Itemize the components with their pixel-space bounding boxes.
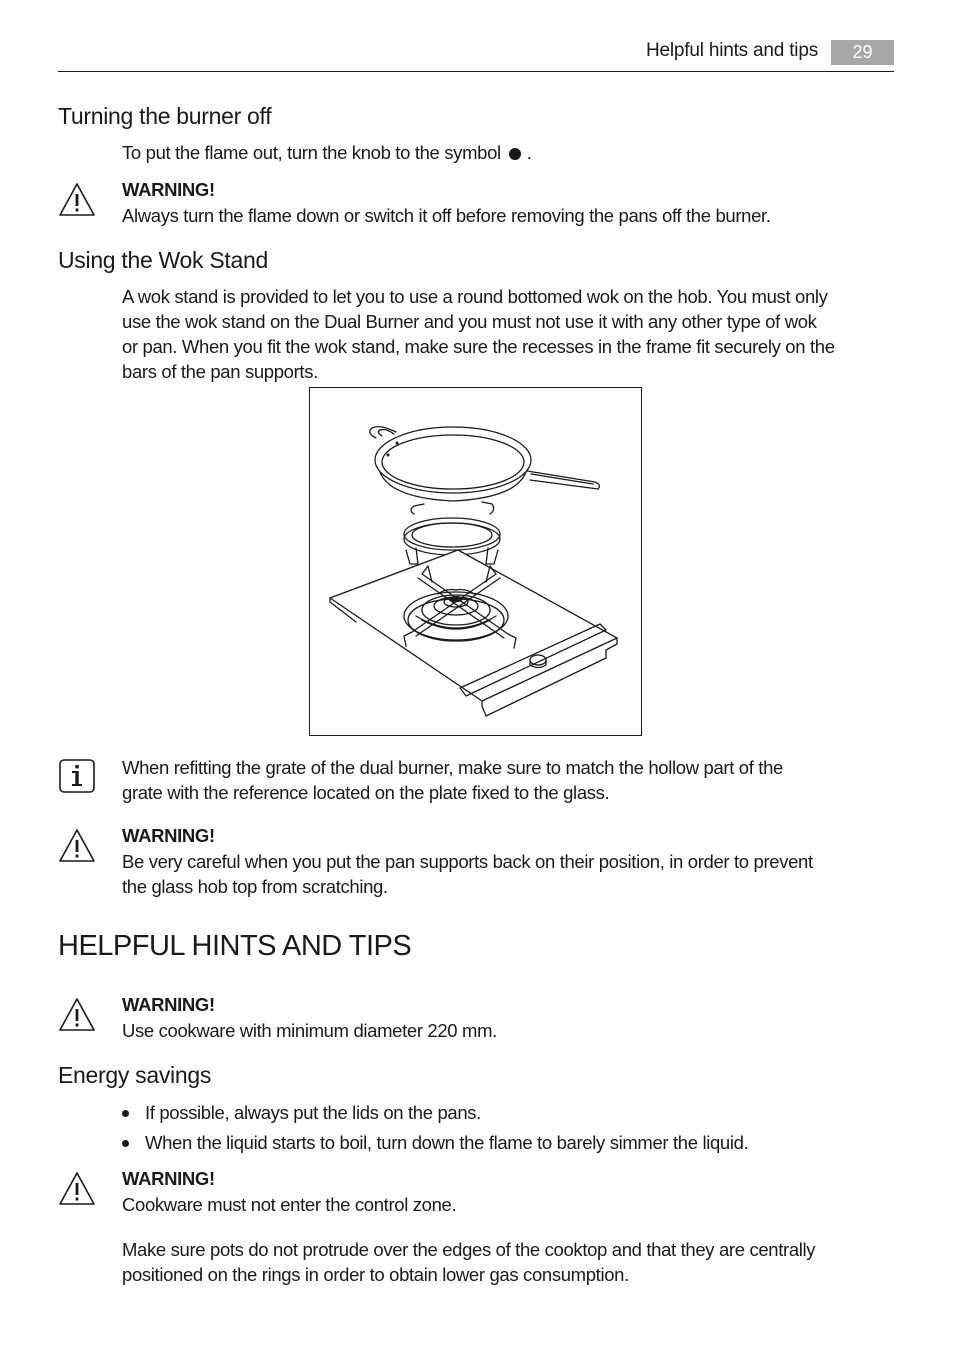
energy-savings-heading: Energy savings <box>58 1062 212 1088</box>
bullet-icon <box>122 1110 129 1117</box>
warning-label: WARNING! <box>122 1168 215 1189</box>
paragraph-line: or pan. When you fit the wok stand, make sure the recesses in the frame fit securely on the <box>122 336 835 357</box>
info-note <box>122 755 783 805</box>
list-item-text: When the liquid starts to boil, turn down the flame to barely simmer the liquid. <box>145 1132 749 1153</box>
info-line: When refitting the grate of the dual burner, make sure to match the hollow part of the <box>122 757 783 778</box>
warning-label: WARNING! <box>122 825 215 846</box>
list-item <box>122 1100 892 1125</box>
warning-text: Always turn the flame down or switch it off before removing the pans off the burner. <box>122 205 771 226</box>
paragraph-line: A wok stand is provided to let you to use a round bottomed wok on the hob. You must only <box>122 286 828 307</box>
paragraph-line: bars of the pan supports. <box>122 361 318 382</box>
closing-line: positioned on the rings in order to obtain lower gas consumption. <box>122 1264 629 1285</box>
page-number: 29 <box>831 40 894 65</box>
warning-triangle-icon <box>58 996 96 1034</box>
warning-label: WARNING! <box>122 179 215 200</box>
header-rule <box>58 71 894 72</box>
paragraph-line: use the wok stand on the Dual Burner and you must not use it with any other type of wok <box>122 311 817 332</box>
warning-triangle-icon <box>58 827 96 865</box>
wok-stand-heading: Using the Wok Stand <box>58 247 268 273</box>
closing-line: Make sure pots do not protrude over the edges of the cooktop and that they are centrally <box>122 1239 816 1260</box>
list-item-text: If possible, always put the lids on the pans. <box>145 1102 481 1123</box>
warning-text <box>122 849 813 899</box>
turning-off-heading: Turning the burner off <box>58 103 272 129</box>
info-line: grate with the reference located on the plate fixed to the glass. <box>122 782 610 803</box>
warning-triangle-icon <box>58 1170 96 1208</box>
wok-stand-paragraph <box>122 284 835 384</box>
info-icon <box>58 757 96 795</box>
warning-text: Cookware must not enter the control zone. <box>122 1194 457 1215</box>
instruction-suffix: . <box>526 142 532 163</box>
warning-line: Be very careful when you put the pan supports back on their position, in order to prevent <box>122 851 813 872</box>
warning-label: WARNING! <box>122 994 215 1015</box>
list-item <box>122 1130 892 1155</box>
bullet-icon <box>122 1140 129 1147</box>
instruction-prefix: To put the flame out, turn the knob to the symbol <box>122 142 501 163</box>
turning-off-instruction <box>122 140 532 165</box>
warning-line: the glass hob top from scratching. <box>122 876 388 897</box>
wok-stand-illustration <box>309 387 642 736</box>
warning-text: Use cookware with minimum diameter 220 mm. <box>122 1020 497 1041</box>
header-section-title: Helpful hints and tips <box>646 40 818 61</box>
chapter-heading: HELPFUL HINTS AND TIPS <box>58 930 412 962</box>
filled-circle-icon <box>509 148 521 160</box>
wok-hob-drawing <box>310 388 641 735</box>
warning-triangle-icon <box>58 181 96 219</box>
closing-paragraph <box>122 1237 815 1287</box>
